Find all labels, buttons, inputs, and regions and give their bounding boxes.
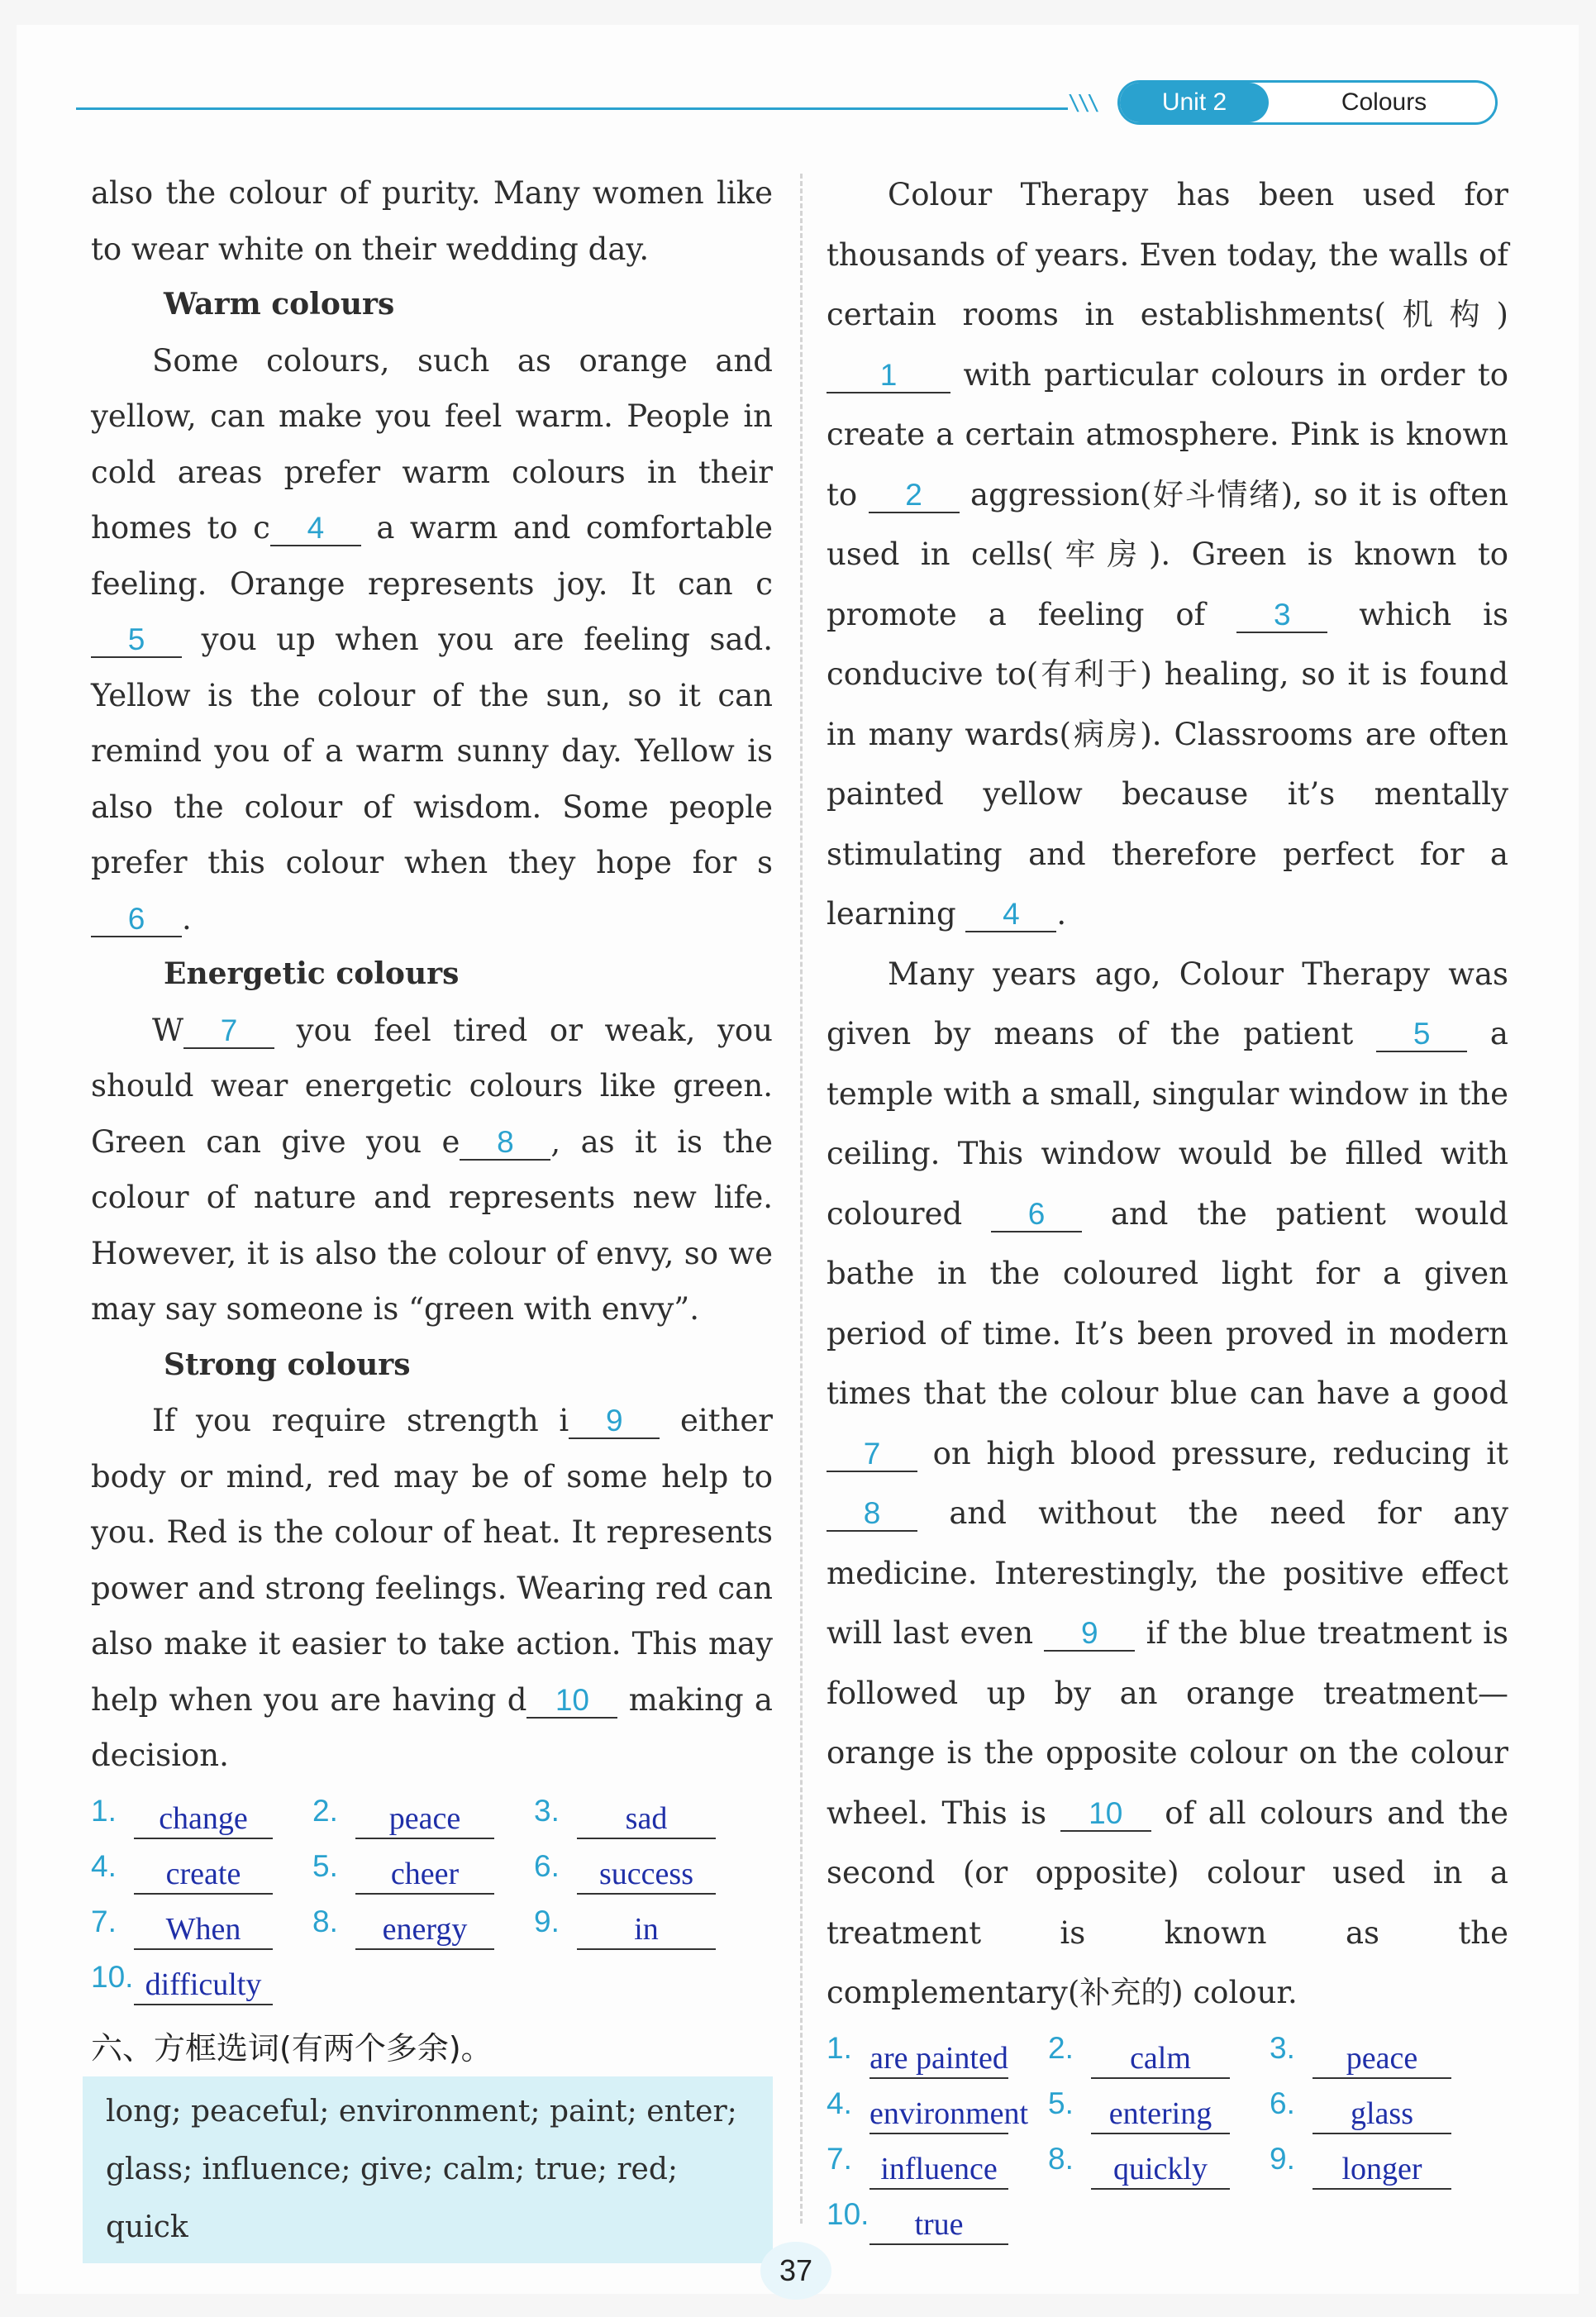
blank-7[interactable]: 7: [183, 1014, 274, 1049]
r-answer-4[interactable]: environment: [869, 2095, 1008, 2134]
r-blank-1[interactable]: 1: [827, 359, 950, 393]
word-box-line-1: long; peaceful; environment; paint; enter;: [106, 2094, 737, 2129]
r-blank-2[interactable]: 2: [869, 479, 960, 513]
r-blank-6[interactable]: 6: [991, 1198, 1082, 1232]
answer-9[interactable]: in: [577, 1910, 716, 1950]
blank-4[interactable]: 4: [270, 512, 361, 546]
para-energetic: W 7 you feel tired or weak, you should wear energetic colours like green. Green can give you e 8 , as it is the colour of nature and represents new life. However, it is also the colour of envy, so we may say someone is “green with envy”.: [91, 1012, 773, 1327]
r-blank-7[interactable]: 7: [827, 1437, 917, 1472]
r-answer-3[interactable]: peace: [1313, 2039, 1451, 2079]
blank-9[interactable]: 9: [569, 1404, 660, 1439]
r-answer-2[interactable]: calm: [1091, 2039, 1230, 2079]
blank-10[interactable]: 10: [526, 1684, 617, 1719]
answer-5[interactable]: cheer: [355, 1855, 494, 1895]
column-divider: [800, 174, 803, 2224]
r-blank-5[interactable]: 5: [1376, 1018, 1467, 1052]
r-answer-7[interactable]: influence: [869, 2150, 1008, 2190]
para-strong: If you require strength i 9 either body or mind, red may be of some help to you. Red is the colour of heat. It represents power and strong feelings. Wearing red can also make it easier to take action. This may help when you are having d 10 making a decision.: [91, 1403, 773, 1773]
para-therapy-1: Colour Therapy has been used for thousands of years. Even today, the walls of certain rooms in establishments(机构) 1 with particular colours in order to create a certain atmosphere. Pink is known to 2 aggression(好斗情绪), so it is often used in cells(牢房). Green is known to promote a feeling of 3 which is conducive to(有利于) healing, so it is found in many wards(病房). Classrooms are often painted yellow because it’s mentally stimulating and therefore perfect for a learning 4 .: [827, 177, 1508, 932]
para-therapy-2: Many years ago, Colour Therapy was given by means of the patient 5 a temple with a small, singular window in the ceiling. This window would be filled with coloured 6 and the patient would bathe in the coloured light for a given period of time. It’s been proved in modern times that the colour blue can have a good 7 on high blood pressure, reducing it 8 and without the need for any medicine. Interestingly, the positive effect will last even 9 if the blue treatment is followed up by an orange treatment—orange is the opposite colour on the colour wheel. This is 10 of all colours and the second (or opposite) colour used in a treatment is known as the complementary(补充的) colour.: [827, 956, 1508, 2010]
r-answer-8[interactable]: quickly: [1091, 2150, 1230, 2190]
r-answer-5[interactable]: entering: [1091, 2095, 1230, 2134]
r-answer-6[interactable]: glass: [1313, 2095, 1451, 2134]
unit-label: Unit 2: [1120, 83, 1269, 122]
blank-5[interactable]: 5: [91, 623, 182, 658]
answer-2[interactable]: peace: [355, 1800, 494, 1839]
answer-8[interactable]: energy: [355, 1910, 494, 1950]
answer-10[interactable]: difficulty: [134, 1966, 273, 2005]
unit-badge: [1117, 80, 1498, 125]
heading-strong: Strong colours: [164, 1347, 411, 1382]
page-number: 37: [760, 2242, 831, 2300]
answer-1[interactable]: change: [134, 1800, 273, 1839]
answer-7[interactable]: When: [134, 1910, 273, 1950]
left-answers: 1. change 2. peace 3. sad 4. create 5. cheer 6. success 7. When 8. energy 9. in 10. difficulty: [91, 1784, 773, 2005]
answer-4[interactable]: create: [134, 1855, 273, 1895]
answer-3[interactable]: sad: [577, 1800, 716, 1839]
header-ticks: \\\: [1068, 91, 1097, 116]
left-intro: also the colour of purity. Many women like to wear white on their wedding day.: [91, 175, 773, 267]
r-blank-9[interactable]: 9: [1044, 1617, 1135, 1652]
para-warm: Some colours, such as orange and yellow, can make you feel warm. People in cold areas prefer warm colours in their homes to c 4 a warm and comfortable feeling. Orange represents joy. It can c5 you up when you are feeling sad. Yellow is the colour of the sun, so it can remind you of a warm sunny day. Yellow is also the colour of wisdom. Some people prefer this colour when they hope for s6 .: [91, 342, 773, 937]
header-rule: [76, 107, 1068, 110]
r-blank-4[interactable]: 4: [965, 898, 1056, 932]
section-6-title: 六、方框选词(有两个多余)。: [91, 2029, 493, 2067]
right-answers: 1. are painted 2. calm 3. peace 4. environment 5. entering 6. glass 7. influence 8. quickly 9. longer 10. true: [827, 2024, 1508, 2245]
unit-title: Colours: [1341, 88, 1427, 116]
r-answer-9[interactable]: longer: [1313, 2150, 1451, 2190]
blank-6[interactable]: 6: [91, 903, 182, 937]
right-column: [827, 165, 1508, 2245]
r-blank-3[interactable]: 3: [1236, 598, 1327, 633]
blank-8[interactable]: 8: [460, 1126, 550, 1161]
r-answer-1[interactable]: are painted: [869, 2039, 1008, 2079]
r-blank-8[interactable]: 8: [827, 1497, 917, 1532]
answer-6[interactable]: success: [577, 1855, 716, 1895]
word-box-line-2: glass; influence; give; calm; true; red; quick: [106, 2152, 679, 2244]
r-blank-10[interactable]: 10: [1060, 1797, 1151, 1832]
r-answer-10[interactable]: true: [869, 2205, 1008, 2245]
left-column: [91, 165, 773, 2263]
word-box: [83, 2076, 773, 2263]
heading-energetic: Energetic colours: [164, 956, 460, 991]
heading-warm: Warm colours: [164, 287, 395, 322]
